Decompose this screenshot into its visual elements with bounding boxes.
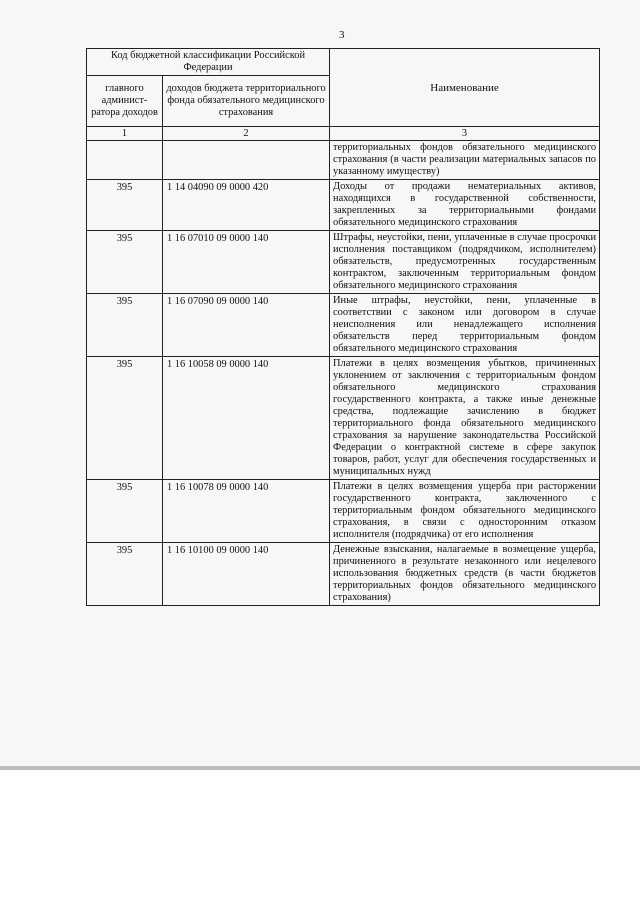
- table-row: [87, 141, 600, 180]
- income-name: Иные штрафы, неустойки, пени, уплаченные в соответствии с законом или договором в случае неисполнения или ненадлежащего исполнения обязательств перед территориальным фондом обязательного медицинского страхования: [330, 294, 600, 357]
- income-code: [163, 141, 330, 180]
- income-name: Доходы от продажи нематериальных активов, находящихся в государственной собственности, закрепленных за территориальными фондами обязательного медицинского страхования: [330, 180, 600, 231]
- scan-edge: [0, 766, 640, 770]
- table-row: [87, 231, 600, 294]
- admin-code: 395: [87, 231, 163, 294]
- header-row-1: [87, 49, 600, 76]
- income-code: 1 16 07090 09 0000 140: [163, 294, 330, 357]
- admin-code: 395: [87, 294, 163, 357]
- admin-code: 395: [87, 180, 163, 231]
- income-code: 1 14 04090 09 0000 420: [163, 180, 330, 231]
- admin-code: 395: [87, 543, 163, 606]
- income-name: Платежи в целях возмещения ущерба при расторжении государственного контракта, заключенного с территориальным фондом обязательного медицинского страхования, в связи с односторонним отказом исполнителя (подрядчика) от его исполнения: [330, 480, 600, 543]
- table-row: [87, 480, 600, 543]
- admin-code: 395: [87, 357, 163, 480]
- income-code: 1 16 10058 09 0000 140: [163, 357, 330, 480]
- column-number-1: 1: [87, 127, 163, 141]
- income-name: Денежные взыскания, налагаемые в возмещение ущерба, причиненного в результате незаконного или нецелевого использования бюджетных средств (в части бюджетов территориальных фондов обязательного медицинского страхования): [330, 543, 600, 606]
- column-number-3: 3: [330, 127, 600, 141]
- column-numbers-row: [87, 127, 600, 141]
- admin-code: [87, 141, 163, 180]
- header-income: доходов бюджета территориального фонда обязательного медицинского страхования: [163, 76, 330, 127]
- header-group-title: Код бюджетной классификации Российской Федерации: [87, 49, 330, 76]
- income-name: Платежи в целях возмещения убытков, причиненных уклонением от заключения с территориальным фондом обязательного медицинского страхования государственного контракта, а также иные денежные средства, подлежащие зачислению в бюджет территориального фонда обязательного медицинского страхования за нарушение законодательства Российской Федерации о контрактной системе в сфере закупок товаров, работ, услуг для обеспечения государственных и муниципальных нужд: [330, 357, 600, 480]
- table-row: [87, 543, 600, 606]
- income-name: Штрафы, неустойки, пени, уплаченные в случае просрочки исполнения поставщиком (подрядчиком, исполнителем) обязательств, предусмотренных государственным контрактом, заключенным территориальным фондом обязательного медицинского страхования: [330, 231, 600, 294]
- table-row: [87, 180, 600, 231]
- page-number: 3: [339, 29, 345, 41]
- budget-classification-table: [86, 48, 600, 606]
- column-number-2: 2: [163, 127, 330, 141]
- income-code: 1 16 10100 09 0000 140: [163, 543, 330, 606]
- header-admin: главного админист-ратора доходов: [87, 76, 163, 127]
- table-row: [87, 294, 600, 357]
- admin-code: 395: [87, 480, 163, 543]
- header-name: Наименование: [330, 49, 600, 127]
- table-row: [87, 357, 600, 480]
- income-name: территориальных фондов обязательного медицинского страхования (в части реализации материальных запасов по указанному имуществу): [330, 141, 600, 180]
- income-code: 1 16 10078 09 0000 140: [163, 480, 330, 543]
- income-code: 1 16 07010 09 0000 140: [163, 231, 330, 294]
